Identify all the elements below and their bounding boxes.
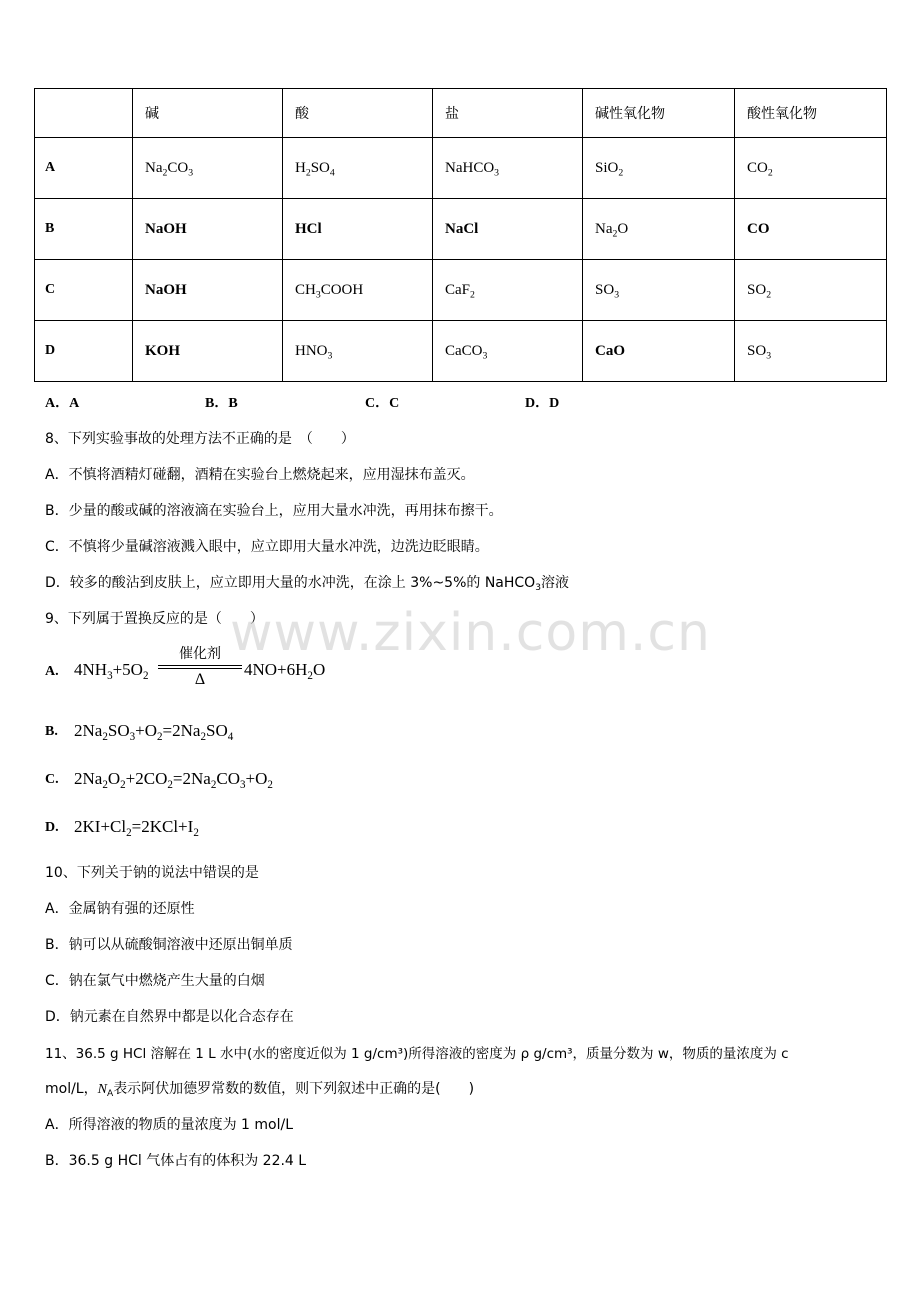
table-cell: $Na_2O$ bbox=[583, 199, 735, 260]
q10-option-b: B．钠可以从硫酸铜溶液中还原出铜单质 bbox=[45, 937, 293, 953]
q11-na-symbol: N bbox=[97, 1082, 107, 1097]
q9-label-c: C. bbox=[45, 772, 59, 787]
header-cell: 盐 bbox=[433, 89, 583, 138]
table-cell: $SO_3$ bbox=[583, 260, 735, 321]
classification-table bbox=[34, 88, 887, 382]
header-cell bbox=[35, 89, 133, 138]
q9-eq-d: $2KI+Cl_2=2KCl+I_2$ bbox=[74, 817, 199, 839]
q8-option-b: B．少量的酸或碱的溶液滴在实验台上，应用大量水冲洗，再用抹布擦干。 bbox=[45, 503, 503, 519]
q7-option-b: B．B bbox=[205, 396, 238, 411]
table-cell: $Na_2CO_3$ bbox=[133, 138, 283, 199]
table-cell: CaO bbox=[583, 321, 735, 382]
header-cell: 碱 bbox=[133, 89, 283, 138]
q8-option-c: C．不慎将少量碱溶液溅入眼中，应立即用大量水冲洗，边洗边眨眼睛。 bbox=[45, 539, 489, 555]
catalyst-condition bbox=[158, 643, 242, 689]
q10-stem: 10、下列关于钠的说法中错误的是 bbox=[45, 865, 259, 881]
table-row bbox=[35, 199, 887, 260]
q10-option-a: A．金属钠有强的还原性 bbox=[45, 901, 195, 917]
q8-option-d-tail: 溶液 bbox=[541, 575, 570, 591]
q9-label-b: B. bbox=[45, 724, 58, 739]
q11-option-a: A．所得溶液的物质的量浓度为 1 mol/L bbox=[45, 1117, 293, 1133]
row-label: C bbox=[35, 260, 133, 321]
table-cell: $HNO_3$ bbox=[283, 321, 433, 382]
header-cell: 酸 bbox=[283, 89, 433, 138]
table-cell: $CH_3COOH$ bbox=[283, 260, 433, 321]
table-cell: NaHCO$_3$ bbox=[433, 138, 583, 199]
q8-option-d-text: D．较多的酸沾到皮肤上，应立即用大量的水冲洗，在涂上 3%~5%的 NaHCO bbox=[45, 575, 536, 591]
q7-option-d: D．D bbox=[525, 396, 560, 411]
q11-stem-line2 bbox=[45, 1078, 474, 1098]
q9-label-d: D. bbox=[45, 820, 59, 835]
table-cell: CO bbox=[735, 199, 887, 260]
q9-label-a: A. bbox=[45, 664, 59, 679]
q11-na-sub: A bbox=[106, 1089, 114, 1100]
q7-option-a: A．A bbox=[45, 396, 80, 411]
q8-option-a: A．不慎将酒精灯碰翻，酒精在实验台上燃烧起来，应用湿抹布盖灭。 bbox=[45, 467, 475, 483]
row-label: D bbox=[35, 321, 133, 382]
table-cell: $H_2SO_4$ bbox=[283, 138, 433, 199]
table-header-row bbox=[35, 89, 887, 138]
q7-option-c: C．C bbox=[365, 396, 400, 411]
q8-option-d bbox=[45, 572, 569, 592]
table-cell: $SO_3$ bbox=[735, 321, 887, 382]
q9-stem: 9、下列属于置换反应的是（ ） bbox=[45, 611, 264, 627]
table-cell: KOH bbox=[133, 321, 283, 382]
table-row bbox=[35, 260, 887, 321]
q9-eq-b: $2Na_2SO_3+O_2=2Na_2SO_4$ bbox=[74, 721, 234, 743]
q8-stem: 8、下列实验事故的处理方法不正确的是 （ ） bbox=[45, 431, 355, 447]
q8-option-d-sub: 3 bbox=[535, 583, 542, 594]
delta-symbol: Δ bbox=[194, 671, 206, 688]
table-cell: NaOH bbox=[133, 260, 283, 321]
q11-stem-line1: 11、36.5 g HCl 溶解在 1 L 水中(水的密度近似为 1 g/cm³)所得溶液的密度为 ρ g/cm³，质量分数为 w，物质的量浓度为 c bbox=[45, 1046, 789, 1062]
q11-unit: mol/L， bbox=[45, 1081, 98, 1097]
table-cell: HCl bbox=[283, 199, 433, 260]
header-cell: 碱性氧化物 bbox=[583, 89, 735, 138]
q10-option-d: D．钠元素在自然界中都是以化合态存在 bbox=[45, 1009, 294, 1025]
watermark: www.zixin.com.cn bbox=[230, 603, 711, 663]
table-cell: CaF$_2$ bbox=[433, 260, 583, 321]
header-cell: 酸性氧化物 bbox=[735, 89, 887, 138]
table-cell: $SO_2$ bbox=[735, 260, 887, 321]
table-row bbox=[35, 321, 887, 382]
catalyst-label: 催化剂 bbox=[179, 646, 221, 662]
table-row bbox=[35, 138, 887, 199]
q9-eq-a-right: $4NO+6H_2O$ bbox=[244, 660, 326, 682]
q9-eq-a-left: $4NH_3+5O_2$ bbox=[74, 660, 149, 682]
q11-stem-tail: 表示阿伏加德罗常数的数值，则下列叙述中正确的是( ) bbox=[113, 1081, 475, 1097]
table-cell: NaOH bbox=[133, 199, 283, 260]
q10-option-c: C．钠在氯气中燃烧产生大量的白烟 bbox=[45, 973, 265, 989]
table-cell: CaCO$_3$ bbox=[433, 321, 583, 382]
row-label: A bbox=[35, 138, 133, 199]
table-cell: NaCl bbox=[433, 199, 583, 260]
table-cell: SiO$_2$ bbox=[583, 138, 735, 199]
table-cell: $CO_2$ bbox=[735, 138, 887, 199]
q11-option-b: B．36.5 g HCl 气体占有的体积为 22.4 L bbox=[45, 1153, 307, 1169]
q9-eq-c: $2Na_2O_2+2CO_2=2Na_2CO_3+O_2$ bbox=[74, 769, 273, 791]
row-label: B bbox=[35, 199, 133, 260]
